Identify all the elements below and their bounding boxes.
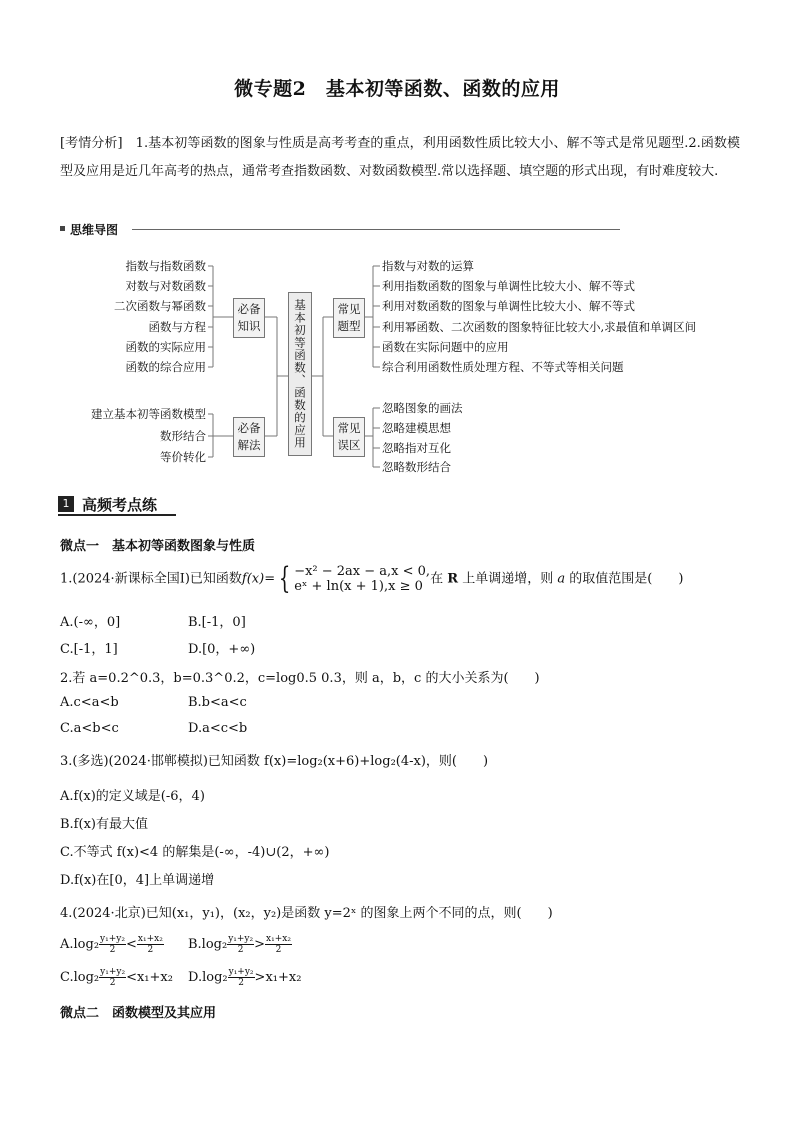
fraction-numerator: x₁+x₂ xyxy=(266,934,291,944)
mind-map-item: 忽略建模思想 xyxy=(382,421,451,435)
mind-map-item: 建立基本初等函数模型 xyxy=(91,407,206,421)
question-1-prefix: 1.(2024·新课标全国Ⅰ)已知函数 xyxy=(60,571,242,587)
mind-map-item: 函数与方程 xyxy=(148,320,206,334)
section-number-badge: 1 xyxy=(58,496,74,512)
fraction-numerator: x₁+x₂ xyxy=(137,934,163,944)
mind-map-item: 综合利用函数性质处理方程、不等式等相关问题 xyxy=(382,360,624,374)
mind-map-box-question-types: 常见题型 xyxy=(333,298,365,338)
option-c xyxy=(60,967,173,988)
relation: > xyxy=(254,937,266,952)
fraction xyxy=(228,967,255,988)
relation: < xyxy=(125,937,137,952)
fraction-denominator: 2 xyxy=(147,945,154,955)
mind-map-item: 利用对数函数的图象与单调性比较大小、解不等式 xyxy=(382,299,635,313)
fraction-numerator: y₁+y₂ xyxy=(228,934,254,944)
mind-map-item: 指数与对数的运算 xyxy=(382,259,474,273)
section-header xyxy=(58,494,748,516)
mind-map-item: 函数在实际问题中的应用 xyxy=(382,340,509,354)
page-title: 微专题2 基本初等函数、函数的应用 xyxy=(234,78,560,100)
fraction-numerator: y₁+y₂ xyxy=(100,934,125,944)
fraction-denominator: 2 xyxy=(109,945,116,955)
section-title: 高频考点练 xyxy=(82,496,158,514)
mind-map-header xyxy=(60,221,620,237)
question-1-text-a: 在 xyxy=(430,571,444,587)
mind-map-item: 函数的综合应用 xyxy=(125,360,206,374)
option-b: B.[-1，0] xyxy=(188,615,246,630)
option-b: B.b<a<c xyxy=(188,695,247,710)
relation: >x₁+x₂ xyxy=(254,970,302,985)
piece-1: −x² − 2ax − a,x < 0, xyxy=(294,564,431,579)
fraction-denominator: 2 xyxy=(109,978,116,988)
question-1-text-b: 上单调递增，则 xyxy=(462,571,554,587)
piecewise-function xyxy=(294,564,430,594)
mind-map-box-misconceptions: 常见误区 xyxy=(333,417,365,457)
mind-map-item: 忽略数形结合 xyxy=(382,460,451,474)
option-label: A.log₂ xyxy=(60,937,100,952)
fraction xyxy=(99,967,126,988)
option-c: C.a<b<c xyxy=(60,721,119,736)
option-d: D.[0，+∞) xyxy=(188,642,256,657)
mind-map-label: 思维导图 xyxy=(70,223,119,237)
mind-map-item: 二次函数与幂函数 xyxy=(114,299,206,313)
option-label: B.log₂ xyxy=(188,937,228,952)
mind-map-item: 忽略指对互化 xyxy=(382,441,451,455)
option-b xyxy=(188,934,292,955)
mind-map-item: 忽略图象的画法 xyxy=(382,401,463,415)
mind-map-item: 数形结合 xyxy=(160,429,206,443)
subsection-heading: 微点一 基本初等函数图象与性质 xyxy=(60,539,256,554)
fraction-denominator: 2 xyxy=(238,978,244,988)
mind-map-item: 指数与指数函数 xyxy=(125,259,206,273)
mind-map-item: 利用幂函数、二次函数的图象特征比较大小,求最值和单调区间 xyxy=(382,320,697,334)
question-3: 3.(多选)(2024·邯郸模拟)已知函数 f(x)=log₂(x+6)+log₂(4-x)，则( ) xyxy=(60,754,489,769)
option-label: C.log₂ xyxy=(60,970,100,985)
mind-map xyxy=(70,250,750,490)
fraction xyxy=(99,934,126,955)
mind-map-item: 等价转化 xyxy=(160,450,206,464)
section-underline xyxy=(58,514,176,516)
fraction-numerator: y₁+y₂ xyxy=(100,967,126,977)
mind-map-item: 函数的实际应用 xyxy=(125,340,206,354)
relation: <x₁+x₂ xyxy=(126,970,173,985)
option-d: D.a<c<b xyxy=(188,721,248,736)
mind-map-item: 利用指数函数的图象与单调性比较大小、解不等式 xyxy=(382,279,635,293)
mind-map-box-knowledge: 必备知识 xyxy=(233,298,265,338)
option-label: D.log₂ xyxy=(188,970,228,985)
subsection-heading: 微点二 函数模型及其应用 xyxy=(60,1006,217,1021)
mind-map-center: 基本初等函数、函数的应用 xyxy=(288,292,312,456)
mind-map-item: 对数与对数函数 xyxy=(125,279,206,293)
fraction-denominator: 2 xyxy=(237,945,244,955)
option-b: B.f(x)有最大值 xyxy=(60,817,148,832)
square-bullet-icon xyxy=(60,226,65,231)
question-1-var: a xyxy=(557,571,566,587)
brace-symbol: { xyxy=(278,561,291,596)
question-1 xyxy=(60,561,684,596)
question-1-text-c: 的取值范围是( ) xyxy=(569,571,684,587)
intro-paragraph: [考情分析] 1.基本初等函数的图象与性质是高考考查的重点，利用函数性质比较大小、解不等式是常见题型.2.函数模型及应用是近几年高考的热点，通常考查指数函数、对数函数模型.常以选择题、填空题的形式出现，有时难度较大. xyxy=(60,136,740,179)
piece-2: eˣ + ln(x + 1),x ≥ 0 xyxy=(294,579,423,594)
divider xyxy=(132,229,620,230)
mind-map-box-methods: 必备解法 xyxy=(233,417,265,457)
fraction xyxy=(137,934,164,955)
option-c: C.不等式 f(x)<4 的解集是(-∞，-4)∪(2，+∞) xyxy=(60,845,330,860)
fraction xyxy=(265,934,292,955)
option-a: A.c<a<b xyxy=(60,695,119,710)
fraction xyxy=(227,934,254,955)
option-d: D.f(x)在[0，4]上单调递增 xyxy=(60,873,215,888)
question-1-fx: f(x)= xyxy=(241,571,276,587)
fraction-numerator: y₁+y₂ xyxy=(228,967,254,977)
option-a: A.f(x)的定义域是(-6，4) xyxy=(60,789,205,804)
fraction-denominator: 2 xyxy=(275,945,282,955)
question-1-R: R xyxy=(447,571,459,587)
option-a xyxy=(60,934,164,955)
option-a: A.(-∞，0] xyxy=(60,615,121,630)
option-c: C.[-1，1] xyxy=(60,642,118,657)
question-4: 4.(2024·北京)已知(x₁，y₁)，(x₂，y₂)是函数 y=2ˣ 的图象上两个不同的点，则( ) xyxy=(60,906,553,921)
question-2: 2.若 a=0.2^0.3，b=0.3^0.2，c=log0.5 0.3，则 a，b，c 的大小关系为( ) xyxy=(60,671,540,686)
option-d xyxy=(188,967,301,988)
